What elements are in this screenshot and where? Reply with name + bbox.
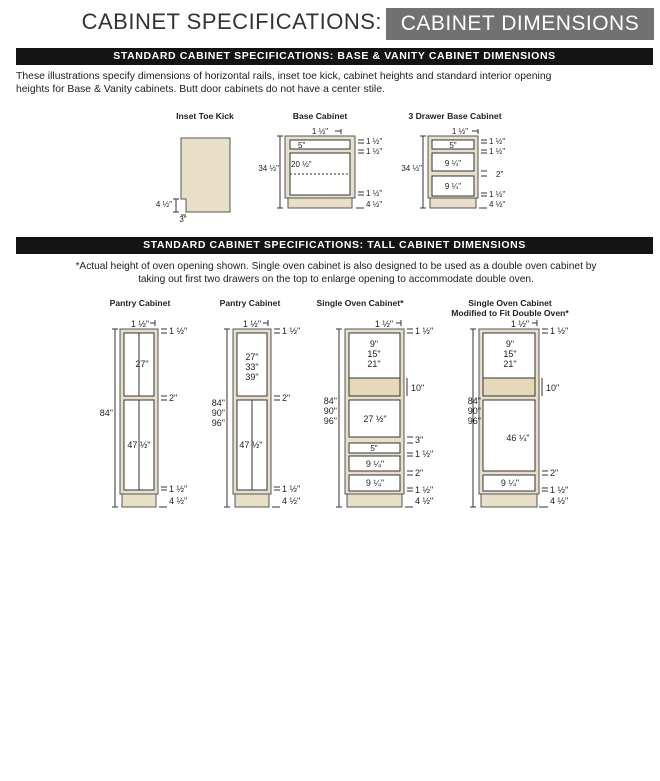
p1-rail-bottom: 1 ½" (169, 484, 188, 494)
page-title: CABINET SPECIFICATIONS: (81, 9, 382, 34)
do-top-stile: 1 ½" (510, 319, 530, 329)
do-upper-3: 21" (503, 359, 517, 369)
pantry1-label: Pantry Cabinet (109, 298, 171, 308)
p2-mid-rail: 2" (282, 393, 291, 403)
so-drawer-3: 9 ¼" (365, 478, 385, 488)
p1-lower: 47 ½" (127, 440, 151, 450)
tall-section-note-2: taking out first two drawers on the top to enlarge opening to accommodate double oven. (138, 274, 534, 285)
p2-rail-bottom: 1 ½" (282, 484, 301, 494)
do-drawer: 9 ¼" (500, 478, 520, 488)
drawer-rail-mid: 1 ½" (489, 147, 506, 156)
so-middle: 27 ½" (363, 414, 387, 424)
base-cabinet-drawing (258, 127, 382, 209)
base-top-stile: 1 ½" (311, 127, 329, 136)
so-upper-1: 9" (369, 339, 379, 349)
p2-height-3: 96" (211, 418, 225, 428)
base-section-description-1: These illustrations specify dimensions of horizontal rails, inset toe kick, cabinet heights and standard interior opening (16, 71, 552, 82)
p1-top-stile: 1 ½" (130, 319, 150, 329)
so-height-1: 84" (323, 396, 337, 406)
drawer-rail-top: 1 ½" (489, 137, 506, 146)
base-rail-bottom: 1 ½" (366, 189, 383, 198)
drawer-base-drawing (401, 127, 505, 209)
base-toe: 4 ½" (366, 200, 383, 209)
p1-rail-top: 1 ½" (169, 326, 188, 336)
do-rail-top: 1 ½" (550, 326, 569, 336)
do-oven: 10" (546, 383, 560, 393)
drawer-1: 5" (449, 141, 457, 150)
do-middle: 46 ¼" (506, 433, 530, 443)
p1-height: 84" (99, 408, 113, 418)
p2-rail-top: 1 ½" (282, 326, 301, 336)
p2-height-2: 90" (211, 408, 225, 418)
so-rail-bottom: 1 ½" (415, 485, 434, 495)
pantry2-label: Pantry Cabinet (219, 298, 281, 308)
p1-upper: 27" (135, 359, 149, 369)
p2-lower: 47 ½" (239, 440, 263, 450)
so-height-3: 96" (323, 416, 337, 426)
do-upper-2: 15" (503, 349, 517, 359)
so-toe: 4 ½" (415, 496, 434, 506)
drawer-rail-bottom: 1 ½" (489, 190, 506, 199)
so-rail-top: 1 ½" (415, 326, 434, 336)
toe-kick-label: Inset Toe Kick (176, 111, 234, 121)
base-cabinet-label: Base Cabinet (292, 111, 348, 121)
base-height: 34 ½" (258, 164, 279, 173)
so-height-2: 90" (323, 406, 337, 416)
page-title-box: CABINET DIMENSIONS (386, 8, 654, 40)
p2-upper-3: 39" (245, 372, 259, 382)
drawer-top-stile: 1 ½" (451, 127, 469, 136)
base-section-heading: STANDARD CABINET SPECIFICATIONS: BASE & VANITY CABINET DIMENSIONS (16, 48, 653, 65)
drawer-height: 34 ½" (401, 164, 422, 173)
drawer-rail-gap: 2" (496, 170, 504, 179)
toe-kick-height: 4 ½" (155, 200, 172, 209)
base-section-description-2: heights for Base & Vanity cabinets. Butt door cabinets do not have a center stile. (16, 84, 385, 95)
p2-upper-2: 33" (245, 362, 259, 372)
tall-section-note-1: *Actual height of oven opening shown. Single oven cabinet is also designed to be used as a double oven cabinet by (75, 261, 597, 272)
single-oven-label: Single Oven Cabinet* (316, 298, 404, 308)
toe-kick-depth: 3" (179, 215, 187, 224)
double-oven-label-1: Single Oven Cabinet (468, 298, 552, 308)
p2-top-stile: 1 ½" (242, 319, 262, 329)
so-upper-2: 15" (367, 349, 381, 359)
toe-kick-drawing (156, 138, 230, 224)
double-oven-label-2: Modified to Fit Double Oven* (451, 308, 569, 318)
drawer-base-label: 3 Drawer Base Cabinet (408, 111, 502, 121)
do-height-3: 96" (467, 416, 481, 426)
double-oven-drawing (468, 319, 568, 507)
so-drawer-1: 5" (370, 444, 378, 453)
p1-mid-rail: 2" (169, 393, 178, 403)
drawer-2: 9 ¼" (444, 159, 462, 168)
so-upper-3: 21" (367, 359, 381, 369)
drawer-3: 9 ¼" (444, 182, 462, 191)
so-rail-a: 1 ½" (415, 449, 434, 459)
do-rail-bottom: 1 ½" (550, 485, 569, 495)
p2-toe: 4 ½" (282, 496, 301, 506)
base-opening: 20 ½" (291, 160, 312, 169)
do-height-1: 84" (467, 396, 481, 406)
base-rail-top: 1 ½" (366, 137, 383, 146)
p2-upper-1: 27" (245, 352, 259, 362)
do-height-2: 90" (467, 406, 481, 416)
so-oven: 10" (411, 383, 425, 393)
p2-height-1: 84" (211, 398, 225, 408)
p1-toe: 4 ½" (169, 496, 188, 506)
tall-section-heading: STANDARD CABINET SPECIFICATIONS: TALL CABINET DIMENSIONS (16, 237, 653, 254)
so-drawer-2: 9 ¼" (365, 459, 385, 469)
pantry1-drawing (100, 319, 187, 507)
base-drawer: 5" (298, 141, 306, 150)
do-toe: 4 ½" (550, 496, 569, 506)
single-oven-drawing (324, 319, 433, 507)
base-rail-mid: 1 ½" (366, 147, 383, 156)
drawer-toe: 4 ½" (489, 200, 506, 209)
so-top-stile: 1 ½" (374, 319, 394, 329)
so-rail-two: 2" (415, 468, 424, 478)
so-rail-three: 3" (415, 435, 424, 445)
do-upper-1: 9" (505, 339, 515, 349)
do-rail-two: 2" (550, 468, 559, 478)
pantry2-drawing (212, 319, 300, 507)
